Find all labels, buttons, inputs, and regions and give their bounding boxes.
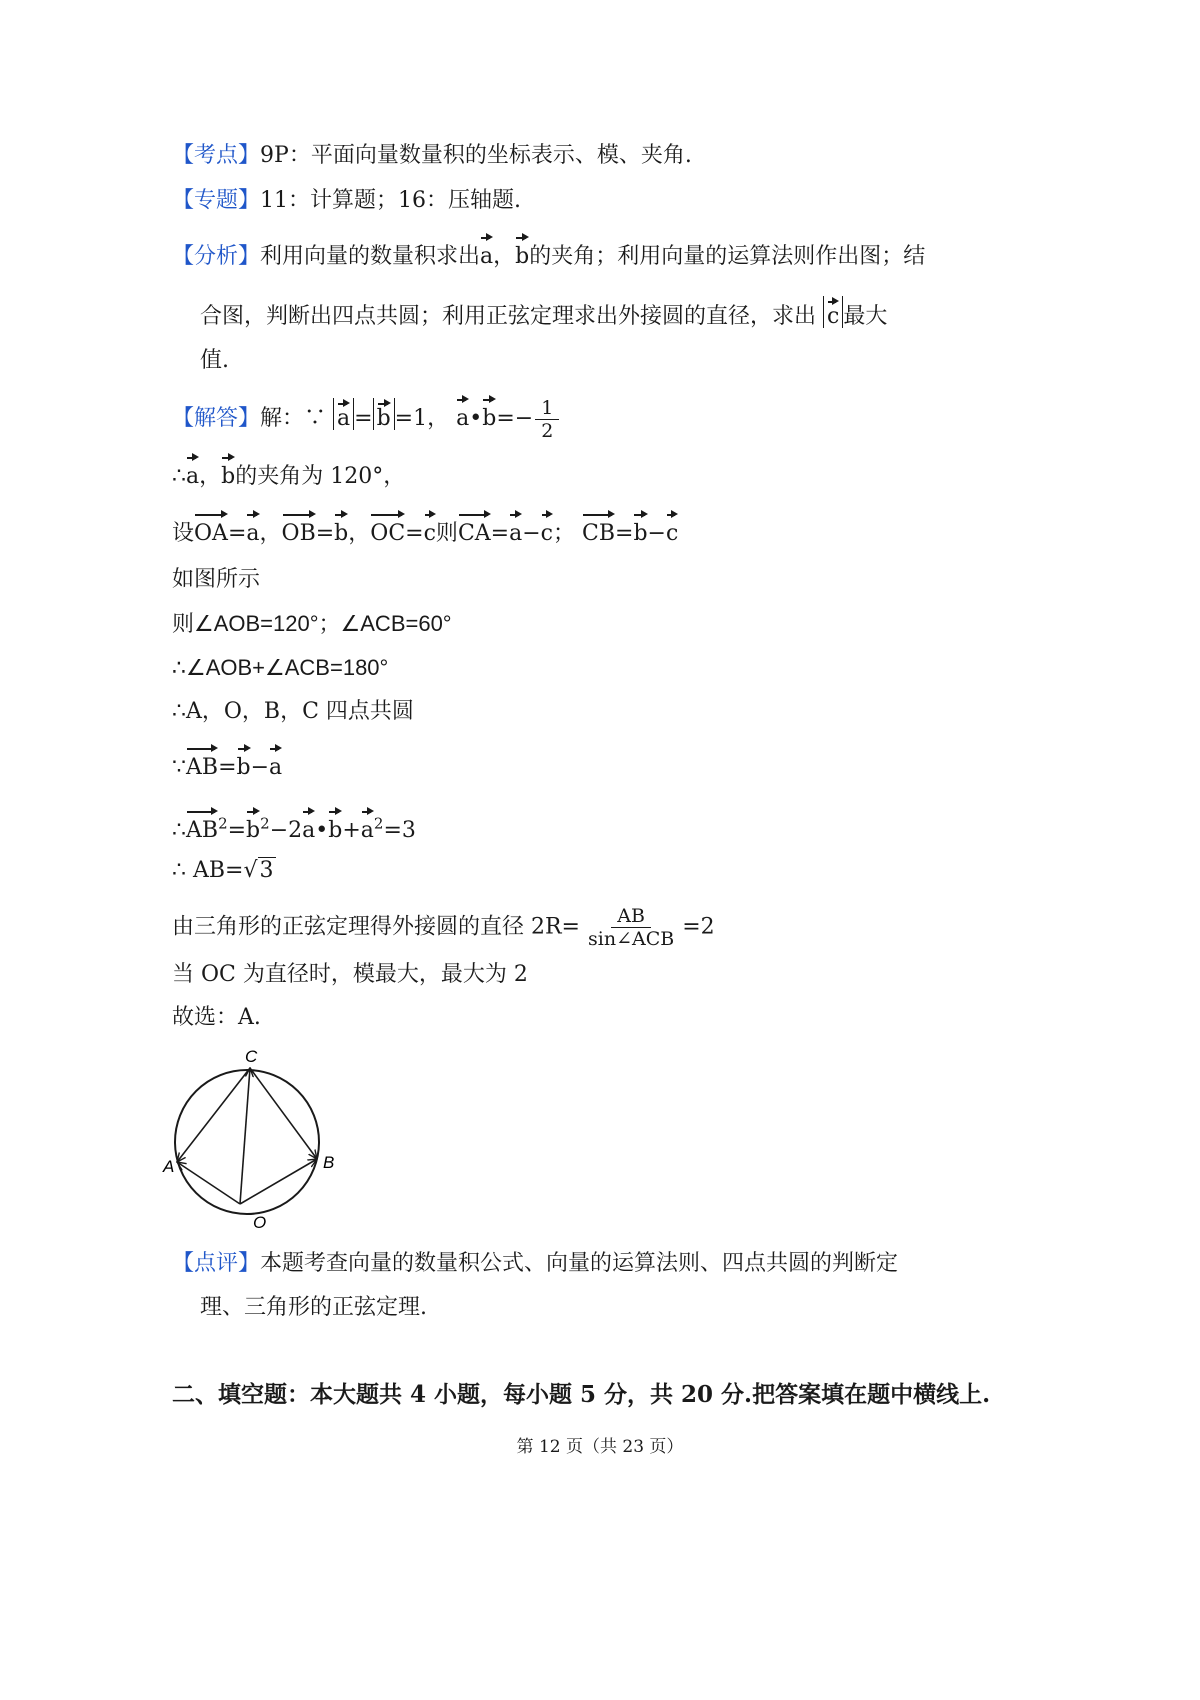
fenxi-text-2a: 合图，判断出四点共圆；利用正弦定理求出外接圆的直径，求出 [200,304,823,329]
sum-text: ∴∠AOB+∠ACB=180° [172,655,389,680]
vector-cb: CB [582,509,615,549]
dianping-text-1: 本题考查向量的数量积公式、向量的运算法则、四点共圆的判断定 [260,1251,899,1276]
fraction-den: 2 [541,419,554,442]
eq: = [615,521,634,546]
vector-a: a [456,394,469,434]
step-sine [172,905,715,950]
eq: = [218,755,237,780]
concyclic-text: ∴A，O，B，C 四点共圆 [172,699,414,724]
vector-a: a [480,232,493,272]
angles-text: 则∠AOB=120°；∠ACB=60° [172,611,452,636]
separator: ， [493,244,516,269]
step-square [172,806,416,846]
step-angles [172,609,452,640]
vector-a: a [509,509,522,549]
eq: = [405,521,424,546]
vector-a: a [302,806,315,846]
square: 2 [218,814,228,833]
fenxi-text-3: 值. [200,348,229,373]
arrow-o-to-c [240,1068,250,1204]
dot-op: • [469,406,483,431]
angle-text: 的夹角为 120°， [235,464,406,489]
jieda-tag: 【解答】 [172,406,261,431]
vector-b: b [515,232,529,272]
fraction-sine [582,905,680,950]
fenxi-line-3 [200,346,229,376]
vector-a: a [269,743,282,783]
vector-b: b [482,394,496,434]
fraction-num: AB [611,905,651,928]
fraction-neg-half [535,397,559,442]
vector-c: c [424,509,436,549]
fenxi-text-1b: 的夹角；利用向量的运算法则作出图；结 [529,244,926,269]
step-figure [172,565,260,595]
vector-b: b [328,806,342,846]
equals: = [354,406,373,431]
label-b: B [323,1153,335,1172]
dianping-tag: 【点评】 [172,1251,261,1276]
kaodian-tag: 【考点】 [172,143,261,168]
ze: 则 [435,521,458,546]
fenxi-text-1a: 利用向量的数量积求出 [260,244,481,269]
radicand: 3 [259,858,274,883]
fenxi-line-2 [200,296,887,332]
step-answer [172,1003,261,1033]
equals-one: =1， [394,406,450,431]
vector-ob: OB [282,509,316,549]
vector-c: c [541,509,553,549]
fenxi-line-1 [172,232,925,272]
square: 2 [260,814,270,833]
vector-b: b [377,398,391,430]
arrow-c-to-b [250,1068,317,1159]
vector-b: b [246,806,260,846]
kaodian-text: 9P：平面向量数量积的坐标表示、模、夹角. [260,143,692,168]
max-text: 当 OC 为直径时，模最大，最大为 2 [172,962,528,987]
step-sqrt [172,856,276,886]
dianping-text-2: 理、三角形的正弦定理. [200,1295,427,1320]
square: 2 [373,814,384,833]
plus: + [342,818,361,843]
section-heading: 二、填空题：本大题共 4 小题，每小题 5 分，共 20 分.把答案填在题中横线上. [172,1381,991,1408]
page-footer: 第 12 页（共 23 页） [516,1437,684,1457]
equals-neg: =− [496,406,534,431]
eq: = [227,818,247,843]
step-ab [172,743,282,783]
zhuanti-text: 11：计算题；16：压轴题. [260,188,521,213]
minus: − [250,755,270,780]
zhuanti-line [172,186,521,216]
vector-b: b [221,452,235,492]
label-o: O [253,1213,267,1232]
step-sum [172,653,388,684]
eq: = [227,521,247,546]
minus: − [522,521,541,546]
zhuanti-tag: 【专题】 [172,188,261,213]
circumcircle [175,1070,319,1214]
semi: ； [553,521,576,546]
she: 设 [172,521,195,546]
fraction-num: 1 [535,397,559,420]
dot-op: • [315,818,329,843]
comma: ， [259,521,282,546]
minus: − [647,521,666,546]
label-a: A [163,1157,175,1176]
vector-ab: AB [186,743,218,783]
vector-ca: CA [458,509,491,549]
fenxi-tag: 【分析】 [172,244,261,269]
fenxi-text-2b: 最大 [843,304,888,329]
vector-oc: OC [370,509,405,549]
separator: ， [199,464,222,489]
label-c: C [245,1047,258,1066]
step-define [172,509,678,549]
comma: ， [348,521,371,546]
because: ∵ [172,755,186,780]
arrow-o-to-a [177,1162,240,1204]
equals-two: =2 [682,914,715,940]
jieda-lead: 解：∵ [260,406,334,431]
vector-a: a [186,452,199,492]
dianping-line-2 [200,1293,427,1323]
therefore: ∴ [172,464,186,489]
eq: = [490,521,510,546]
vector-c: c [827,296,839,328]
vector-c: c [666,509,678,549]
circle-diagram [158,1040,378,1240]
eq: = [315,521,335,546]
jieda-line [172,394,561,442]
vector-b: b [633,509,647,549]
figure-text: 如图所示 [172,567,261,592]
arrow-c-to-a [177,1068,250,1162]
vector-a: a [246,509,259,549]
arrow-o-to-b [240,1159,317,1204]
vector-ab: AB [186,806,218,846]
kaodian-line [172,141,692,171]
fraction-den: sin∠ACB [588,928,675,950]
sqrt-three: √3 [243,858,274,883]
minus: − [269,818,289,843]
equals-three: =3 [383,818,416,843]
step-max [172,960,528,990]
dianping-line-1 [172,1249,898,1279]
vector-oa: OA [194,509,228,549]
vector-b: b [237,743,251,783]
two: 2 [288,818,303,843]
sine-text: 由三角形的正弦定理得外接圆的直径 2R= [172,914,580,940]
ab-equals: ∴ AB= [172,858,244,883]
step-concyclic [172,697,414,727]
step-angle [172,452,405,492]
answer-text: 故选：A. [172,1005,261,1030]
vector-a: a [361,806,374,846]
therefore: ∴ [172,818,186,843]
vector-b: b [334,509,348,549]
vector-a: a [337,398,350,430]
